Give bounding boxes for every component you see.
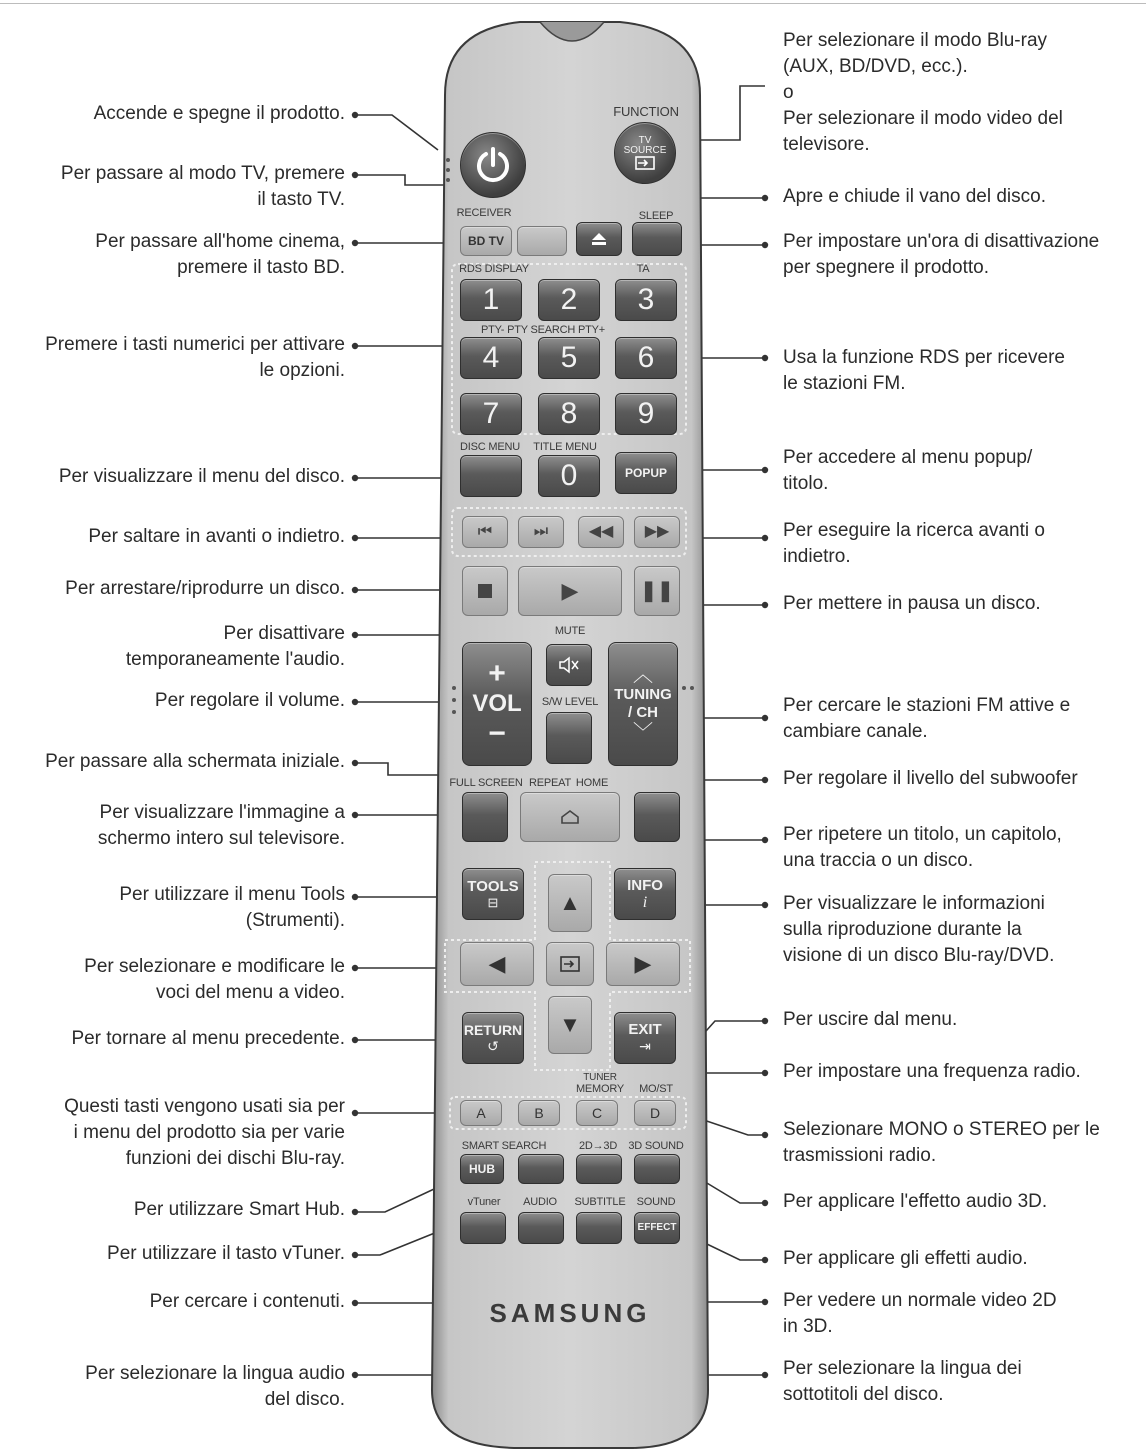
hub-button[interactable]: HUB	[460, 1154, 504, 1184]
left-arrow-icon: ◀	[488, 951, 506, 976]
color-key-d[interactable]: D	[634, 1100, 676, 1126]
caption-line: Per eseguire la ricerca avanti o	[783, 520, 1045, 541]
caption-line: il tasto TV.	[257, 189, 345, 210]
ch-up-icon: ︿	[633, 664, 653, 686]
caption-3d-sound	[783, 1189, 1047, 1215]
left-button[interactable]	[460, 942, 534, 986]
caption-power	[94, 101, 345, 127]
skip-back-button[interactable]	[462, 516, 508, 548]
caption-line: Per accedere al menu popup/	[783, 447, 1033, 468]
label-smart-search: SMART SEARCH	[461, 1140, 547, 1152]
label-tuner: TUNER	[583, 1072, 617, 1083]
caption-line: Per passare all'home cinema,	[95, 231, 345, 252]
caption-volume	[155, 688, 345, 714]
fast-forward-icon: ▶▶	[644, 523, 670, 540]
caption-line: Per disattivare	[223, 623, 345, 644]
vtuner-button[interactable]	[460, 1212, 506, 1244]
caption-tools	[119, 882, 345, 934]
caption-line: in 3D.	[783, 1316, 833, 1337]
caption-line: schermo intero sul televisore.	[97, 828, 345, 849]
caption-line: temporaneamente l'audio.	[125, 649, 345, 670]
tv-source-label-source: SOURCE	[623, 145, 667, 156]
vol-label: VOL	[472, 690, 522, 717]
caption-line: Per uscire dal menu.	[783, 1009, 958, 1030]
caption-line: Per utilizzare Smart Hub.	[133, 1199, 345, 1220]
caption-line: Per cercare le stazioni FM attive e	[783, 695, 1071, 716]
caption-line: sottotitoli del disco.	[783, 1384, 944, 1405]
label-ta: TA	[636, 263, 650, 275]
label-audio: AUDIO	[523, 1196, 557, 1208]
down-arrow-icon: ▼	[559, 1012, 581, 1037]
caption-line: o	[783, 82, 794, 103]
caption-color-keys	[64, 1094, 345, 1172]
caption-full-screen	[98, 800, 345, 852]
sound-effect-button[interactable]: EFFECT	[634, 1212, 680, 1244]
label-home: HOME	[575, 777, 609, 789]
digit-7-button[interactable]: 7	[460, 393, 522, 435]
caption-tuner-memory	[783, 1059, 1081, 1085]
caption-line: Per selezionare la lingua dei	[783, 1358, 1022, 1379]
digit-5-button[interactable]: 5	[538, 337, 600, 379]
caption-line: Per arrestare/riprodurre un disco.	[65, 578, 345, 599]
sw-level-button[interactable]	[546, 712, 592, 764]
tools-icon: ⊟	[487, 894, 499, 910]
caption-tuning	[783, 693, 1070, 745]
ch-down-icon: ﹀	[633, 722, 653, 744]
caption-line: televisore.	[783, 134, 870, 155]
label-2d3d: 2D→3D	[578, 1140, 618, 1152]
info-button[interactable]	[614, 868, 676, 920]
exit-label: EXIT	[628, 1021, 662, 1038]
disc-menu-button[interactable]	[460, 455, 522, 497]
brand-logo: SAMSUNG	[489, 1298, 651, 1328]
label-vtuner: vTuner	[467, 1196, 501, 1208]
caption-line: (Strumenti).	[245, 910, 345, 931]
caption-line: Per applicare l'effetto audio 3D.	[783, 1191, 1048, 1212]
caption-line: Per selezionare la lingua audio	[85, 1363, 345, 1384]
fast-forward-button[interactable]	[634, 516, 680, 548]
3d-sound-button[interactable]	[634, 1154, 680, 1184]
subtitle-button[interactable]	[576, 1212, 622, 1244]
right-arrow-icon: ▶	[634, 951, 652, 976]
caption-mute	[126, 621, 345, 673]
caption-line: Per selezionare e modificare le	[84, 956, 345, 977]
caption-line: le stazioni FM.	[783, 373, 906, 394]
mute-icon	[558, 656, 580, 674]
return-label: RETURN	[463, 1021, 523, 1038]
caption-line: Per regolare il livello del subwoofer	[783, 768, 1078, 789]
tools-button[interactable]	[462, 868, 524, 920]
rewind-button[interactable]	[578, 516, 624, 548]
color-key-a[interactable]: A	[460, 1100, 502, 1126]
caption-line: visione di un disco Blu-ray/DVD.	[783, 945, 1055, 966]
caption-line: Usa la funzione RDS per ricevere	[783, 347, 1065, 368]
caption-pause	[783, 591, 1041, 617]
label-mo-st: MO/ST	[639, 1083, 673, 1095]
caption-smart-hub	[134, 1197, 345, 1223]
caption-line: Per selezionare il modo Blu-ray	[783, 30, 1048, 51]
exit-button[interactable]	[614, 1012, 676, 1064]
info-label: INFO	[627, 876, 663, 894]
mute-button[interactable]	[546, 644, 592, 686]
label-subtitle: SUBTITLE	[574, 1196, 626, 1208]
repeat-button[interactable]	[634, 792, 680, 842]
label-sw-level: S/W LEVEL	[541, 696, 599, 708]
eject-button[interactable]	[576, 222, 622, 256]
digit-8-button[interactable]: 8	[538, 393, 600, 435]
caption-info	[783, 891, 1054, 969]
return-button[interactable]	[462, 1012, 524, 1064]
label-repeat: REPEAT	[529, 777, 571, 789]
caption-line: sulla riproduzione durante la	[783, 919, 1022, 940]
digit-9-button[interactable]: 9	[615, 393, 677, 435]
caption-sw-level	[783, 766, 1078, 792]
skip-back-icon: ⏮	[477, 523, 493, 540]
caption-line: Accende e spegne il prodotto.	[93, 103, 345, 124]
tuning-label: TUNING	[614, 686, 672, 703]
eject-icon	[591, 232, 607, 246]
caption-navigate	[84, 954, 345, 1006]
vol-plus: +	[488, 657, 506, 690]
caption-line: voci del menu a video.	[155, 982, 345, 1003]
caption-line: Per passare alla schermata iniziale.	[45, 751, 345, 772]
caption-vtuner	[107, 1241, 345, 1267]
caption-sound-effect	[783, 1246, 1028, 1272]
tools-label: TOOLS	[467, 877, 519, 895]
vol-minus: −	[488, 717, 506, 750]
caption-line: Per tornare al menu precedente.	[71, 1028, 345, 1049]
caption-repeat	[783, 822, 1062, 874]
pause-button[interactable]	[634, 566, 680, 616]
up-button[interactable]	[548, 874, 592, 932]
caption-line: indietro.	[783, 546, 851, 567]
smart-search-button[interactable]	[518, 1154, 564, 1184]
caption-line: Per utilizzare il tasto vTuner.	[107, 1243, 345, 1264]
caption-line: Per impostare una frequenza radio.	[783, 1061, 1081, 1082]
color-key-c[interactable]: C	[576, 1100, 618, 1126]
home-button[interactable]	[520, 792, 620, 842]
caption-line: premere il tasto BD.	[177, 257, 345, 278]
label-memory: MEMORY	[575, 1083, 625, 1095]
caption-line: Per visualizzare il menu del disco.	[58, 466, 345, 487]
digit-2-button[interactable]: 2	[538, 279, 600, 321]
label-function: FUNCTION	[613, 104, 679, 119]
enter-button[interactable]	[546, 942, 594, 986]
tuning-ch-rocker[interactable]	[608, 642, 678, 766]
label-disc-menu: DISC MENU	[460, 441, 520, 453]
caption-line: Per applicare gli effetti audio.	[783, 1248, 1028, 1269]
popup-button[interactable]: POPUP	[615, 452, 677, 494]
caption-line: del disco.	[264, 1389, 345, 1410]
digit-0-button[interactable]: 0	[538, 455, 600, 497]
tv-button[interactable]	[517, 226, 567, 256]
caption-tv	[61, 161, 345, 213]
label-title-menu: TITLE MENU	[533, 441, 597, 453]
ch-label: / CH	[628, 704, 658, 721]
caption-line: Per utilizzare il menu Tools	[119, 884, 345, 905]
caption-line: funzioni dei dischi Blu-ray.	[125, 1148, 345, 1169]
sleep-button[interactable]	[632, 222, 682, 256]
rewind-icon: ◀◀	[588, 523, 614, 540]
power-button[interactable]	[460, 132, 526, 198]
stop-button[interactable]	[462, 566, 508, 616]
caption-line: Per regolare il volume.	[154, 690, 345, 711]
enter-icon	[559, 956, 581, 972]
play-icon: ▶	[561, 578, 579, 603]
caption-sleep	[783, 229, 1099, 281]
caption-line: titolo.	[783, 473, 829, 494]
color-key-b[interactable]: B	[518, 1100, 560, 1126]
caption-2d-3d	[783, 1288, 1057, 1340]
label-full-screen: FULL SCREEN	[449, 777, 523, 789]
pause-icon: ❚❚	[640, 580, 674, 602]
caption-bd	[95, 229, 345, 281]
caption-disc-menu	[59, 464, 345, 490]
label-sleep: SLEEP	[638, 210, 674, 222]
caption-numeric	[45, 332, 345, 384]
caption-line: Per passare al modo TV, premere	[60, 163, 345, 184]
full-screen-button[interactable]	[462, 792, 508, 842]
caption-popup	[783, 445, 1032, 497]
caption-line: Selezionare MONO o STEREO per le	[783, 1119, 1100, 1140]
caption-return	[71, 1026, 345, 1052]
skip-forward-icon: ⏭	[533, 523, 549, 540]
caption-line: (AUX, BD/DVD, ecc.).	[783, 56, 968, 77]
2d-3d-button[interactable]	[576, 1154, 622, 1184]
tv-source-label-tv: TV	[638, 135, 652, 146]
stop-icon	[478, 584, 492, 598]
label-sound: SOUND	[636, 1196, 676, 1208]
label-receiver: RECEIVER	[456, 207, 512, 219]
caption-search	[150, 1289, 345, 1315]
volume-rocker[interactable]	[462, 642, 532, 766]
caption-exit	[783, 1007, 957, 1033]
caption-line: Per ripetere un titolo, un capitolo,	[783, 824, 1062, 845]
caption-rds	[783, 345, 1065, 397]
up-arrow-icon: ▲	[559, 890, 581, 915]
digit-4-button[interactable]: 4	[460, 337, 522, 379]
caption-stop-play	[65, 576, 345, 602]
caption-skip	[88, 524, 345, 550]
tv-source-button[interactable]	[614, 122, 676, 184]
caption-home	[45, 749, 345, 775]
digit-6-button[interactable]: 6	[615, 337, 677, 379]
digit-3-button[interactable]: 3	[615, 279, 677, 321]
audio-button[interactable]	[518, 1212, 564, 1244]
skip-forward-button[interactable]	[518, 516, 564, 548]
caption-line: Apre e chiude il vano del disco.	[783, 186, 1046, 207]
caption-line: Per visualizzare le informazioni	[783, 893, 1045, 914]
power-icon	[473, 145, 513, 185]
home-icon	[559, 809, 581, 825]
caption-line: Per impostare un'ora di disattivazione	[783, 231, 1100, 252]
caption-line: Per vedere un normale video 2D	[783, 1290, 1057, 1311]
digit-1-button[interactable]: 1	[460, 279, 522, 321]
label-rds-display: RDS DISPLAY	[459, 263, 529, 275]
caption-line: Per mettere in pausa un disco.	[783, 593, 1041, 614]
caption-line: le opzioni.	[259, 360, 345, 381]
bd-tv-button[interactable]: BD TV	[460, 226, 512, 256]
caption-subtitle	[783, 1356, 1022, 1408]
exit-icon: ⇥	[639, 1038, 651, 1054]
right-button[interactable]	[606, 942, 680, 986]
caption-function	[783, 28, 1063, 158]
caption-line: Per visualizzare l'immagine a	[99, 802, 345, 823]
caption-line: una traccia o un disco.	[783, 850, 974, 871]
caption-mono-st	[783, 1117, 1100, 1169]
caption-line: per spegnere il prodotto.	[783, 257, 989, 278]
label-mute: MUTE	[554, 625, 586, 637]
caption-line: Per cercare i contenuti.	[149, 1291, 345, 1312]
caption-audio-lang	[85, 1361, 345, 1413]
caption-line: Premere i tasti numerici per attivare	[45, 334, 345, 355]
play-button[interactable]	[518, 566, 622, 616]
caption-search-fwd	[783, 518, 1045, 570]
info-icon: i	[642, 893, 648, 911]
down-button[interactable]	[548, 996, 592, 1054]
caption-line: i menu del prodotto sia per varie	[73, 1122, 345, 1143]
label-3d-sound: 3D SOUND	[628, 1140, 684, 1152]
return-icon: ↺	[487, 1037, 499, 1054]
input-icon	[634, 156, 656, 170]
caption-line: cambiare canale.	[783, 721, 928, 742]
caption-line: Per selezionare il modo video del	[783, 108, 1063, 129]
caption-line: Questi tasti vengono usati sia per	[64, 1096, 345, 1117]
caption-line: Per saltare in avanti o indietro.	[88, 526, 345, 547]
caption-line: trasmissioni radio.	[783, 1145, 937, 1166]
caption-eject	[783, 184, 1046, 210]
label-pty: PTY- PTY SEARCH PTY+	[480, 324, 606, 336]
